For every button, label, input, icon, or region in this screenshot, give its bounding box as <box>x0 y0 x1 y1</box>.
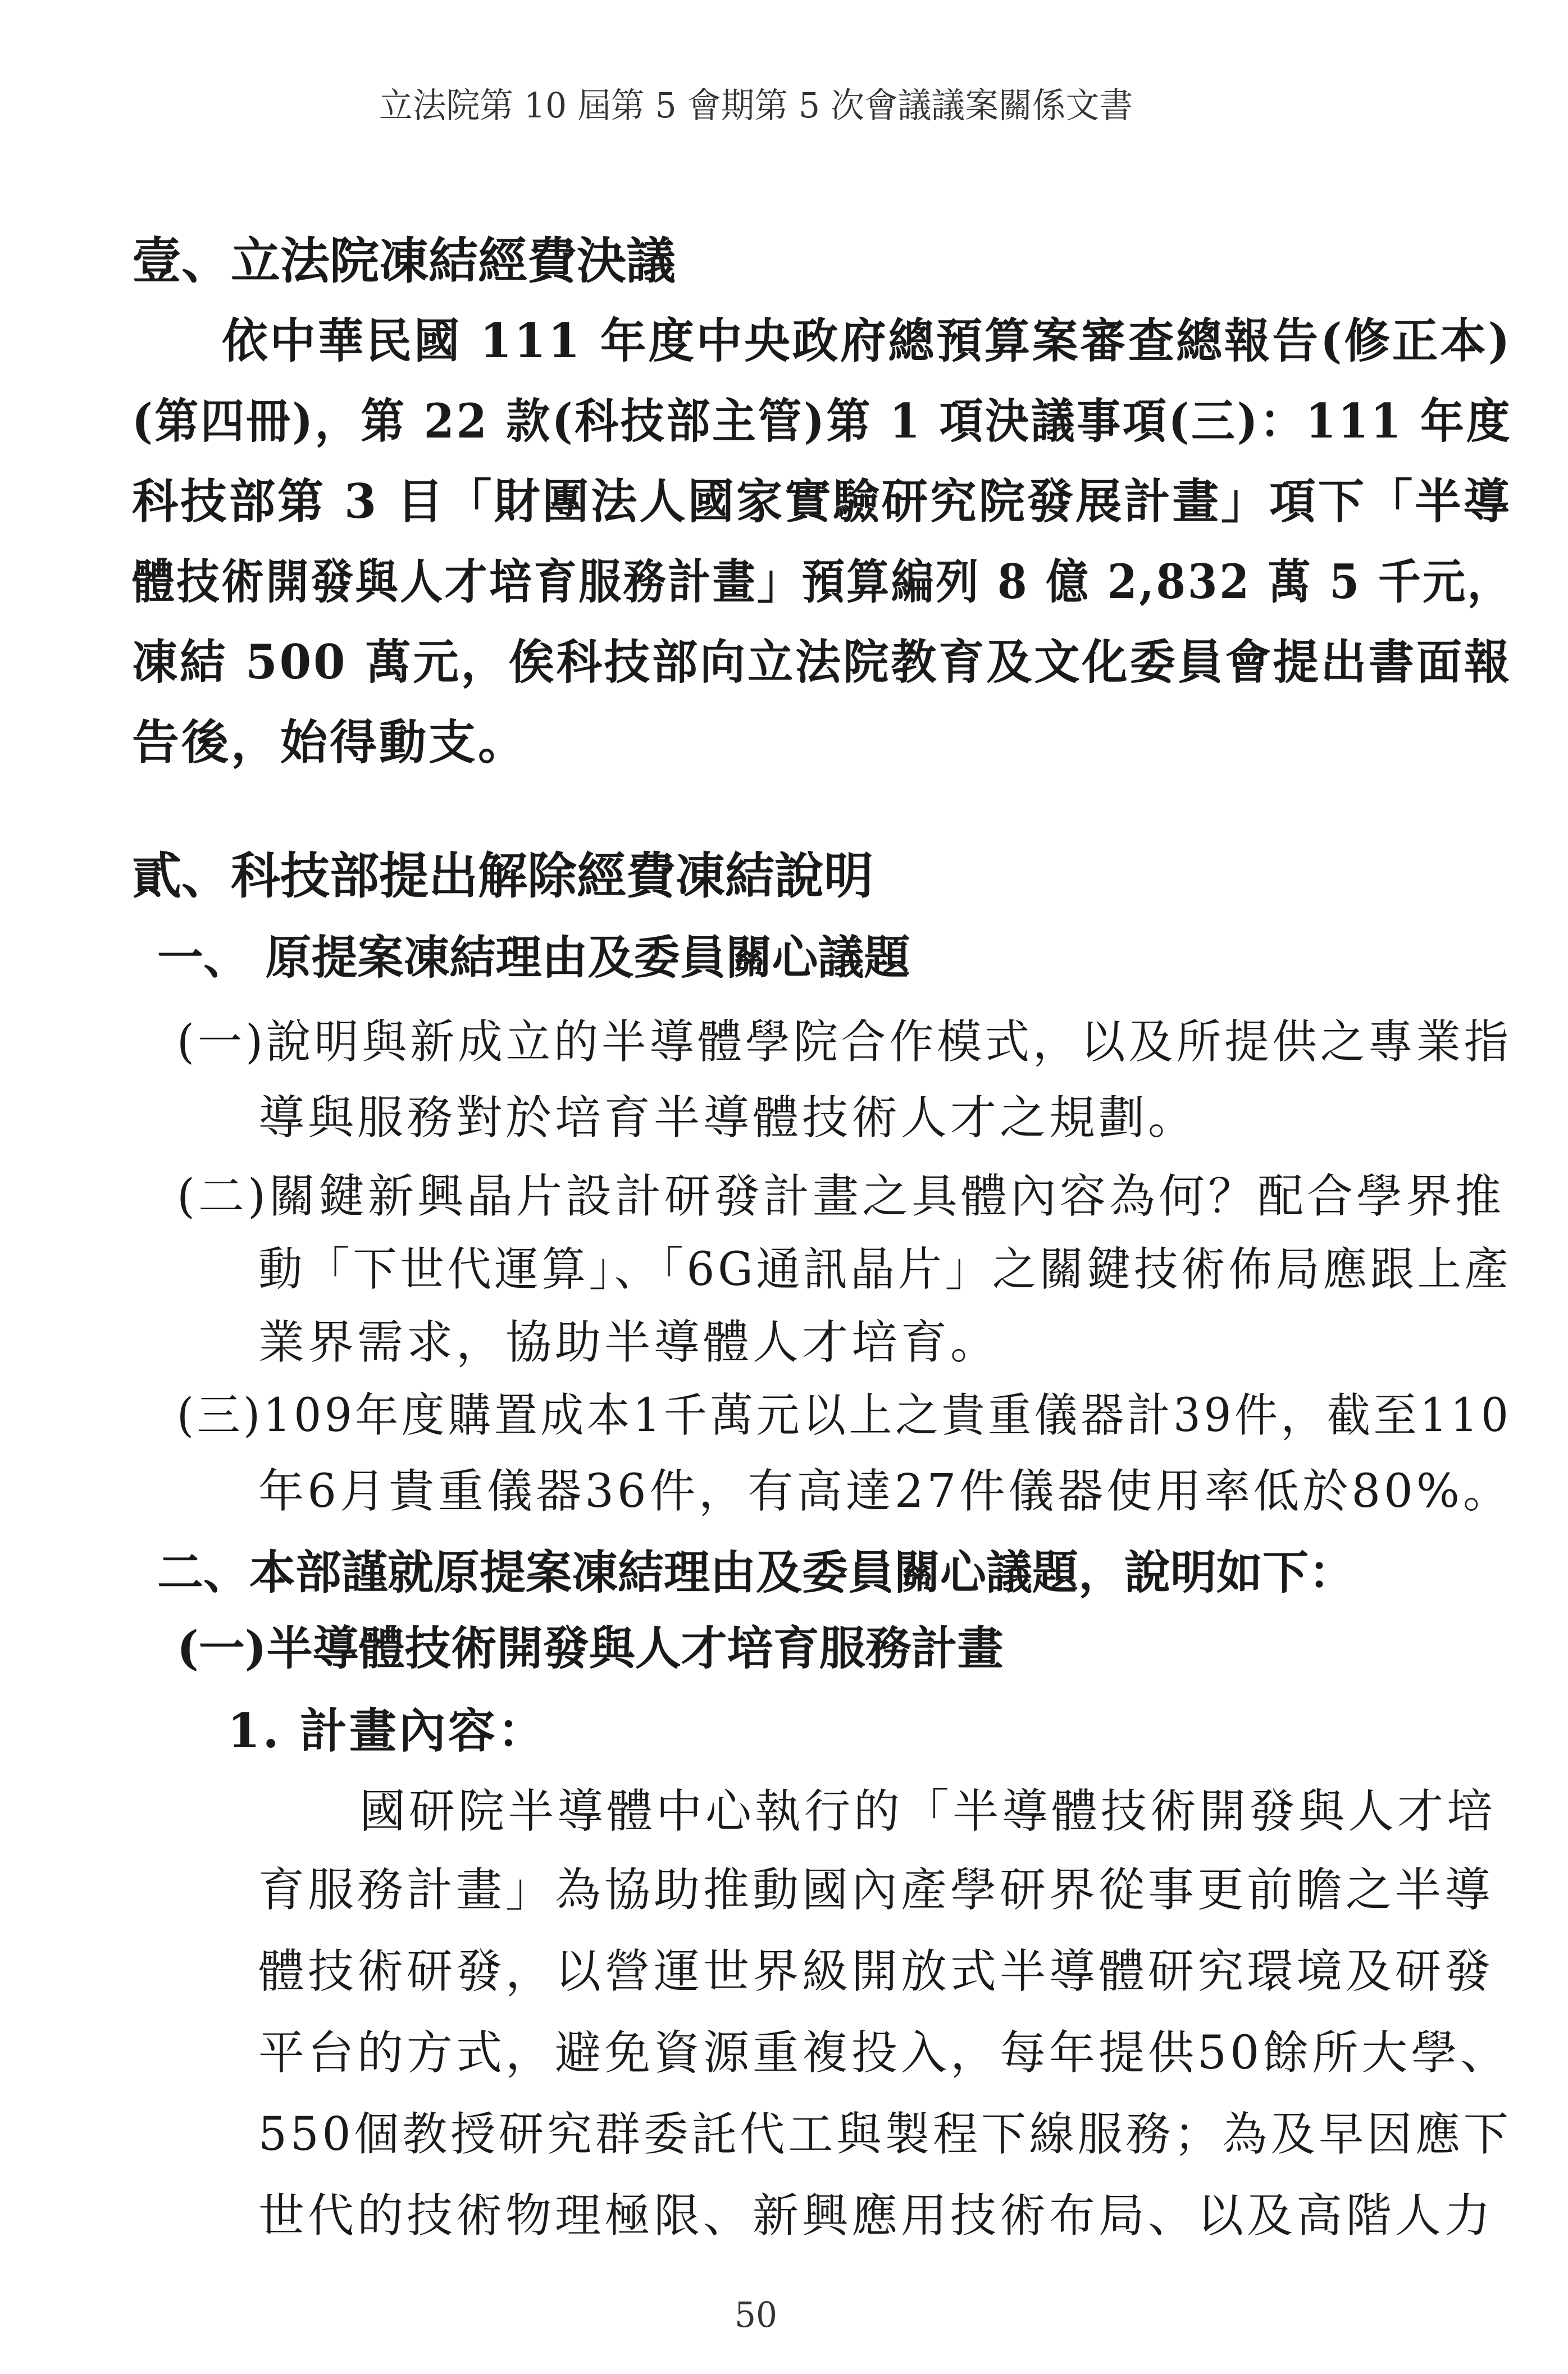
item3-line-2: 年6月貴重儀器36件，有高達27件儀器使用率低於80%。 <box>258 1465 1512 1518</box>
section1-line-4: 體技術開發與人才培育服務計畫」預算編列 8 億 2,832 萬 5 千元， <box>132 554 1512 609</box>
item2-line-2: 動「下世代運算」、「6G通訊晶片」之關鍵技術佈局應跟上產 <box>258 1243 1512 1296</box>
plan-line-3: 體技術研發，以營運世界級開放式半導體研究環境及研發 <box>258 1945 1494 1998</box>
plan-line-5: 550個教授研究群委託代工與製程下線服務；為及早因應下 <box>258 2108 1512 2161</box>
part2-sub1-heading: 1. 計畫內容： <box>227 1703 547 1758</box>
plan-line-2: 育服務計畫」為協助推動國內產學研界從事更前瞻之半導 <box>258 1863 1494 1917</box>
section1-line-1: 依中華民國 111 年度中央政府總預算案審查總報告(修正本) <box>222 313 1512 368</box>
item2-line-3: 業界需求，協助半導體人才培育。 <box>258 1316 1000 1369</box>
page-header: 立法院第 10 屆第 5 會期第 5 次會議議案關係文書 <box>379 85 1133 126</box>
item1-line-1: (一)說明與新成立的半導體學院合作模式，以及所提供之專業指 <box>177 1015 1512 1069</box>
section2-title: 貳、科技部提出解除經費凍結說明 <box>132 846 874 905</box>
plan-line-6: 世代的技術物理極限、新興應用技術布局、以及高階人力 <box>258 2189 1494 2243</box>
part2-title: 二、本部謹就原提案凍結理由及委員關心議題，說明如下： <box>157 1546 1355 1600</box>
section1-title: 壹、立法院凍結經費決議 <box>132 231 676 290</box>
plan-line-1: 國研院半導體中心執行的「半導體技術開發與人才培 <box>359 1785 1497 1838</box>
part1-title: 一、 原提案凍結理由及委員關心議題 <box>157 931 910 985</box>
item1-line-2: 導與服務對於培育半導體技術人才之規劃。 <box>258 1091 1198 1145</box>
item3-line-1: (三)109年度購置成本1千萬元以上之貴重儀器計39件，截至110 <box>177 1389 1512 1442</box>
part2-sub1-title: (一)半導體技術開發與人才培育服務計畫 <box>177 1621 1004 1675</box>
item2-line-1: (二)關鍵新興晶片設計研發計畫之具體內容為何？配合學界推 <box>177 1170 1505 1223</box>
section1-line-2: (第四冊)，第 22 款(科技部主管)第 1 項決議事項(三)：111 年度 <box>132 393 1512 449</box>
page-number: 50 <box>734 2294 778 2335</box>
section1-line-3: 科技部第 3 目「財團法人國家實驗研究院發展計畫」項下「半導 <box>132 473 1512 529</box>
section1-line-5: 凍結 500 萬元，俟科技部向立法院教育及文化委員會提出書面報 <box>132 634 1512 690</box>
plan-line-4: 平台的方式，避免資源重複投入，每年提供50餘所大學、 <box>258 2026 1510 2080</box>
section1-line-6: 告後，始得動支。 <box>132 714 528 770</box>
